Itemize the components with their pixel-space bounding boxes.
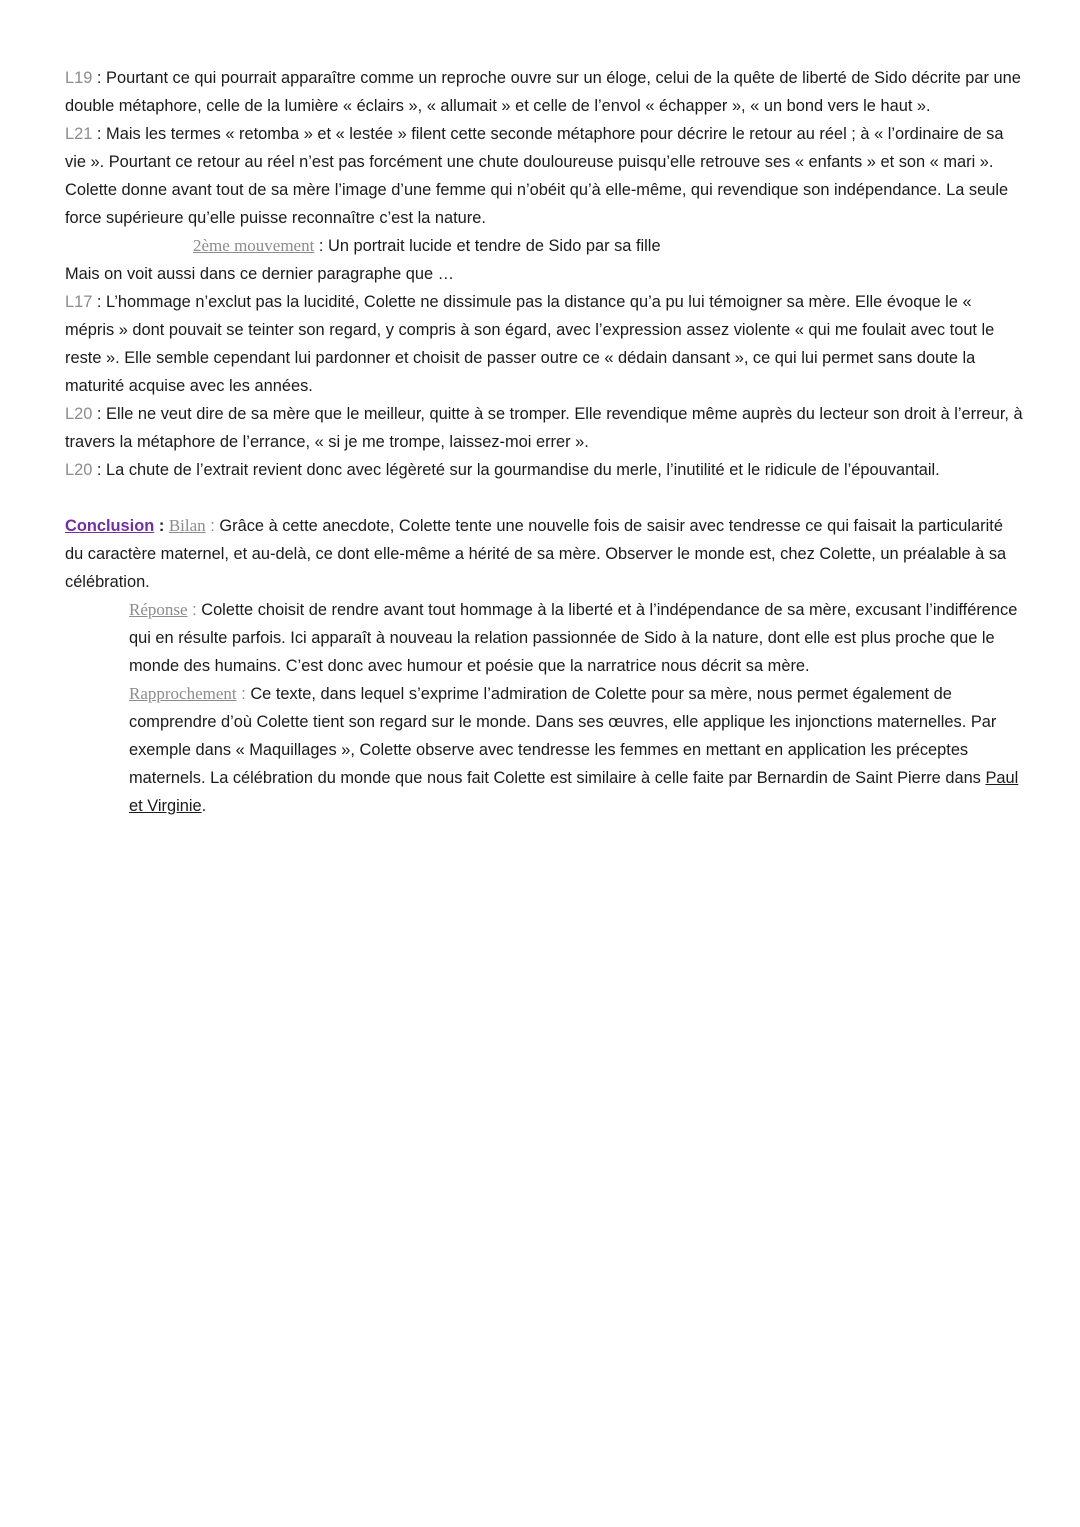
conclusion-reponse [65,596,1025,680]
book-title: Paul et Virginie [129,769,1019,815]
paragraph-text: Colette donne avant tout de sa mère l’image d’une femme qui n’obéit qu’à elle-même, qui revendique son indépendance. La seule force supérieure qu’elle puisse reconnaître c’est la nature. [65,181,1009,227]
conclusion-rapprochement [65,680,1025,820]
paragraph-text: Pourtant ce qui pourrait apparaître comme un reproche ouvre sur un éloge, celui de la quête de liberté de Sido décrite par une double métaphore, celle de la lumière « éclairs », « allumait » et celle de l’envol « échapper », « un bond vers le haut ». [65,69,1021,115]
rapprochement-text: Ce texte, dans lequel s’exprime l’admiration de Colette pour sa mère, nous permet également de comprendre d’où Colette tient son regard sur le monde. Dans ses œuvres, elle applique les injonctions maternelles. Par exemple dans « Maquillages », Colette observe avec tendresse les femmes en mettant en application les préceptes maternels. La célébration du monde que nous fait Colette est similaire à celle faite par Bernardin de Saint Pierre dans [129,685,997,787]
document-page [65,64,1025,820]
colon: : [158,517,165,535]
movement-heading [65,232,1025,260]
reponse-label: Réponse [129,600,188,619]
bilan-label: Bilan [168,516,206,535]
colon: : [96,69,102,87]
bilan-text: Grâce à cette anecdote, Colette tente une nouvelle fois de saisir avec tendresse ce qui faisait la particularité du caractère maternel, et au-delà, ce dont elle-même a hérité de sa mère. Observer le monde est, chez Colette, un préalable à sa célébration. [65,517,1007,591]
paragraph-l20-a [65,400,1025,456]
paragraph-text: La chute de l’extrait revient donc avec légèreté sur la gourmandise du merle, l’inutilité et le ridicule de l’épouvantail. [106,461,940,479]
paragraph-text: Mais on voit aussi dans ce dernier paragraphe que … [65,265,455,283]
colon: : [210,517,215,535]
paragraph-l19 [65,64,1025,120]
reponse-text: Colette choisit de rendre avant tout hommage à la liberté et à l’indépendance de sa mère, excusant l’indifférence qui en résulte parfois. Ici apparaît à nouveau la relation passionnée de Sido à la nature, dont elle est plus proche que le monde des humains. C’est donc avec humour et poésie que la narratrice nous décrit sa mère. [129,601,1018,675]
paragraph-intro [65,260,1025,288]
paragraph-text: Elle ne veut dire de sa mère que le meilleur, quitte à se tromper. Elle revendique même auprès du lecteur son droit à l’erreur, à travers la métaphore de l’errance, « si je me trompe, laissez-moi errer ». [65,405,1023,451]
paragraph-l21 [65,120,1025,176]
conclusion-bilan [65,512,1025,596]
paragraph-l20-b [65,456,1025,484]
colon: : [241,685,246,703]
movement-title: Un portrait lucide et tendre de Sido par sa fille [328,237,661,255]
colon: : [96,461,102,479]
line-ref: L17 [65,293,93,311]
conclusion-heading: Conclusion [65,517,155,535]
colon: : [318,237,324,255]
line-ref: L21 [65,125,93,143]
line-ref: L20 [65,461,93,479]
line-ref: L19 [65,69,93,87]
rapprochement-label: Rapprochement [129,684,237,703]
colon: : [96,405,102,423]
colon: : [96,125,102,143]
movement-label: 2ème mouvement [193,236,315,255]
paragraph-text: L’hommage n’exclut pas la lucidité, Colette ne dissimule pas la distance qu’a pu lui témoigner sa mère. Elle évoque le « mépris » dont pouvait se teinter son regard, y compris à son égard, avec l’expression assez violente « qui me foulait avec tout le reste ». Elle semble cependant lui pardonner et choisit de passer outre ce « dédain dansant », ce qui lui permet sans doute la maturité acquise avec les années. [65,293,995,395]
colon: : [96,293,102,311]
paragraph-l17 [65,288,1025,400]
paragraph-synthesis [65,176,1025,232]
spacer [65,484,1025,512]
colon: : [192,601,197,619]
end-period: . [201,797,207,815]
line-ref: L20 [65,405,93,423]
paragraph-text: Mais les termes « retomba » et « lestée » filent cette seconde métaphore pour décrire le retour au réel ; à « l’ordinaire de sa vie ». Pourtant ce retour au réel n’est pas forcément une chute douloureuse puisqu’elle retrouve ses « enfants » et son « mari ». [65,125,1004,171]
